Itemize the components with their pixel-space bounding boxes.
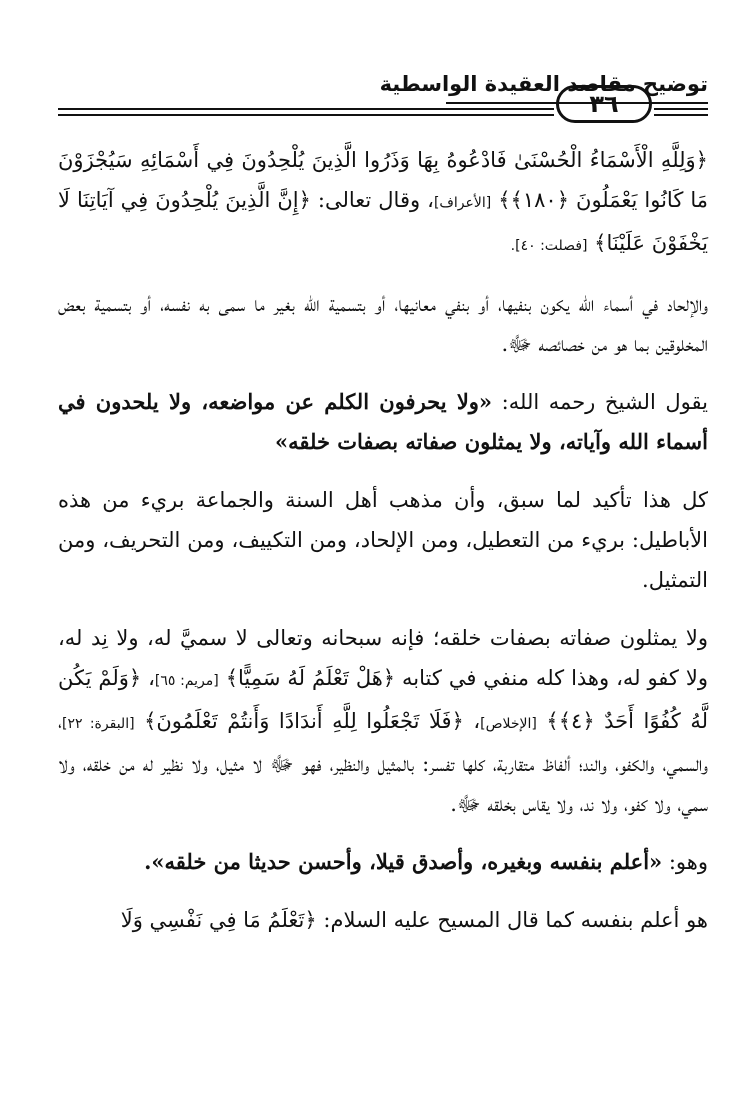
page-body xyxy=(58,140,708,940)
quran-verse: ﴿وَلِلَّهِ الْأَسْمَاءُ الْحُسْنَىٰ فَادْعُوهُ بِهَا وَذَرُوا الَّذِينَ يُلْحِدُونَ فِي أَسْمَائِهِ سَيُجْزَوْنَ مَا كَانُوا يَعْمَلُونَ ﴿١٨٠﴾﴾ xyxy=(58,148,708,212)
paragraph-text: ، وقال تعالى: xyxy=(310,188,434,212)
paragraph-6 xyxy=(58,842,708,882)
quran-verse: ﴿إِنَّ الَّذِينَ يُلْحِدُونَ فِي آيَاتِنَا لَا يَخْفَوْنَ عَلَيْنَا﴾ xyxy=(58,188,708,255)
quran-verse: ﴿تَعْلَمُ مَا فِي نَفْسِي وَلَا xyxy=(120,908,317,932)
book-title: توضيح مقاصد العقيدة الواسطية xyxy=(379,72,708,96)
verse-reference: [مريم: ٦٥] xyxy=(154,673,219,689)
author-quote: «أعلم بنفسه وبغيره، وأصدق قيلا، وأحسن حديثا من خلقه». xyxy=(144,849,663,874)
paragraph-text: هو أعلم بنفسه كما قال المسيح عليه السلام: xyxy=(316,908,708,932)
page-header xyxy=(58,68,708,128)
paragraph-text: يقول الشيخ رحمه الله: xyxy=(492,390,708,414)
paragraph-4: كل هذا تأكيد لما سبق، وأن مذهب أهل السنة والجماعة بريء من هذه الأباطيل: بريء من التعطيل، ومن الإلحاد، ومن التكييف، ومن التحريف، ومن التمثيل. xyxy=(58,488,708,592)
paragraph-text: وهو: xyxy=(662,850,708,874)
header-rule-left-2 xyxy=(58,114,554,116)
page-number: ٣٦ xyxy=(556,85,652,123)
header-rule-right-2 xyxy=(654,114,708,116)
verse-reference: [الإخلاص] xyxy=(480,716,537,732)
paragraph-5 xyxy=(58,618,708,824)
paragraph-7 xyxy=(58,900,708,940)
header-rule-left xyxy=(58,108,554,110)
paragraph-2: والإلحاد في أسماء الله يكون بنفيها، أو بنفي معانيها، أو بتسمية الله بغير ما سمى به نفسه، أو بتسمية بعض المخلوقين بما هو من خصائصه ﷻ. xyxy=(58,292,708,356)
quran-verse: ﴿فَلَا تَجْعَلُوا لِلَّهِ أَندَادًا وَأَنتُمْ تَعْلَمُونَ﴾ xyxy=(144,709,464,733)
paragraph-1 xyxy=(58,140,708,266)
paragraph-text: ، والسمي، والكفو، والند؛ ألفاظ متقاربة، كلها تفسر: بالمثيل والنظير، فهو ﷻ لا مثيل، ولا نظير له من خلقه، ولا سمي، ولا كفو، ولا ند، ولا يقاس بخلقه ﷻ. xyxy=(58,709,708,816)
quran-verse: ﴿هَلْ تَعْلَمُ لَهُ سَمِيًّا﴾ xyxy=(225,666,396,690)
paragraph-3 xyxy=(58,382,708,462)
paragraph-text: ، xyxy=(463,709,481,733)
quran-verse: ﴿وَلَمْ يَكُن لَّهُ كُفُوًا أَحَدٌ ﴿٤﴾﴾ xyxy=(58,666,708,733)
paragraph-text: ولا يمثلون صفاته بصفات خلقه؛ فإنه سبحانه وتعالى لا سميَّ له، ولا نِد له، ولا كفو له، وهذا كله منفي في كتابه xyxy=(58,626,708,690)
author-quote: «ولا يحرفون الكلم عن مواضعه، ولا يلحدون في أسماء الله وآياته، ولا يمثلون صفاته بصفات خلقه» xyxy=(58,389,708,454)
verse-reference: [البقرة: ٢٢] xyxy=(62,716,135,732)
header-rule-right xyxy=(654,108,708,110)
paragraph-text: ، xyxy=(141,666,155,690)
verse-reference: [فصلت: ٤٠]. xyxy=(510,238,588,254)
verse-reference: [الأعراف] xyxy=(433,195,492,211)
